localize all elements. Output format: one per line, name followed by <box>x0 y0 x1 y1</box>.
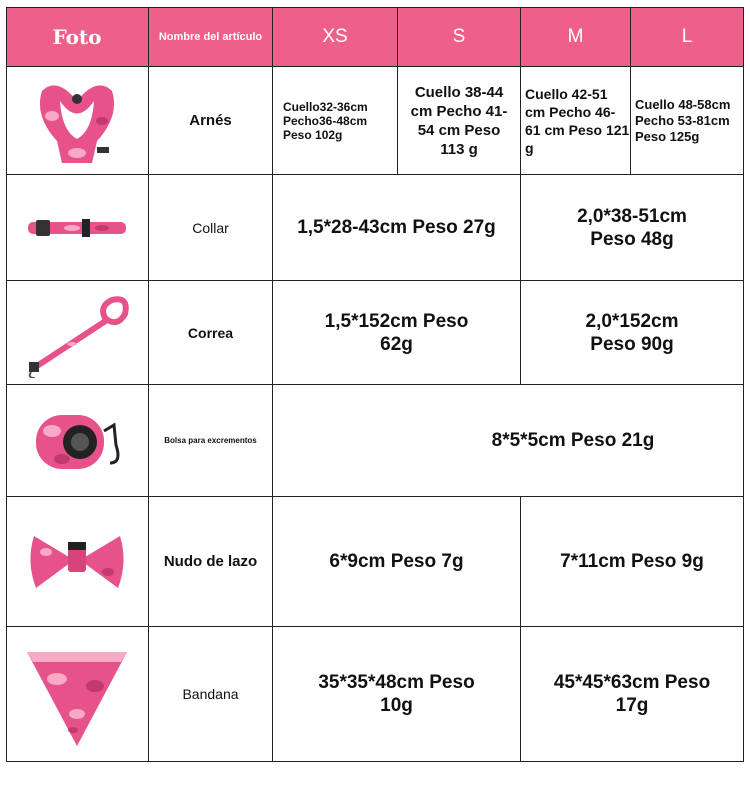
collar-icon <box>22 208 132 248</box>
header-size-l: L <box>631 7 744 67</box>
product-size-table <box>6 7 744 762</box>
nudo-small-sizes: 6*9cm Peso 7g <box>273 497 521 627</box>
poop-bag-icon <box>22 401 132 481</box>
arnes-m: Cuello 42-51 cm Pecho 46-61 cm Peso 121 g <box>521 67 631 175</box>
item-name-bandana: Bandana <box>149 627 273 762</box>
harness-photo <box>6 67 149 175</box>
leash-icon <box>17 288 137 378</box>
item-name-nudo: Nudo de lazo <box>149 497 273 627</box>
header-size-s: S <box>398 7 521 67</box>
collar-large-sizes: 2,0*38-51cm Peso 48g <box>521 175 744 281</box>
bolsa-all-sizes: 8*5*5cm Peso 21g <box>273 385 744 497</box>
item-name-arnes: Arnés <box>149 67 273 175</box>
header-size-xs: XS <box>273 7 398 67</box>
poop-bag-photo <box>6 385 149 497</box>
harness-icon <box>22 71 132 171</box>
item-name-correa: Correa <box>149 281 273 385</box>
nudo-large-sizes: 7*11cm Peso 9g <box>521 497 744 627</box>
item-name-collar: Collar <box>149 175 273 281</box>
header-item-name: Nombre del artículo <box>149 7 273 67</box>
bandana-icon <box>17 634 137 754</box>
arnes-xs: Cuello32-36cm Pecho36-48cm Peso 102g <box>273 67 398 175</box>
correa-small-sizes: 1,5*152cm Peso 62g <box>273 281 521 385</box>
correa-large-sizes: 2,0*152cm Peso 90g <box>521 281 744 385</box>
bandana-small-sizes: 35*35*48cm Peso 10g <box>273 627 521 762</box>
header-size-m: M <box>521 7 631 67</box>
collar-small-sizes: 1,5*28-43cm Peso 27g <box>273 175 521 281</box>
bow-tie-icon <box>22 522 132 602</box>
bandana-photo <box>6 627 149 762</box>
bow-tie-photo <box>6 497 149 627</box>
arnes-s: Cuello 38-44 cm Pecho 41-54 cm Peso 113 g <box>398 67 521 175</box>
item-name-bolsa: Bolsa para excrementos <box>149 385 273 497</box>
header-foto: Foto <box>6 7 149 67</box>
leash-photo <box>6 281 149 385</box>
bandana-large-sizes: 45*45*63cm Peso 17g <box>521 627 744 762</box>
arnes-l: Cuello 48-58cm Pecho 53-81cm Peso 125g <box>631 67 744 175</box>
collar-photo <box>6 175 149 281</box>
